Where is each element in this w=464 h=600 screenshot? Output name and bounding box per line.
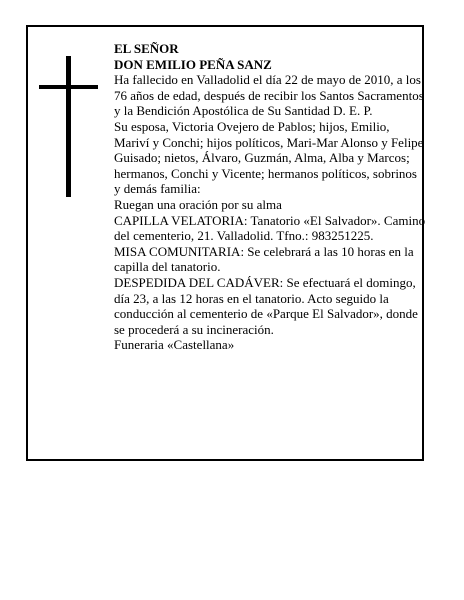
mass-info: MISA COMUNITARIA: Se celebrará a las 10 horas en la capilla del tanatorio. [114,243,414,275]
obituary-notice [26,25,424,461]
funeral-home: Funeraria «Castellana» [114,337,235,353]
notice-text [114,41,426,353]
cross-icon-crossbar [39,85,98,89]
deceased-name: DON EMILIO PEÑA SANZ [114,56,272,72]
chapel-info: CAPILLA VELATORIA: Tanatorio «El Salvador». Camino del cementerio, 21. Valladolid. Tfno.: 983251225. [114,212,426,244]
farewell-info: DESPEDIDA DEL CADÁVER: Se efectuará el domingo, día 23, a las 12 horas en el tanatorio. Acto seguido la conducción al cementerio de «Parque El Salvador», donde se procederá a su incineración. [114,274,418,337]
prayer-request: Ruegan una oración por su alma [114,196,282,212]
title-line-1: EL SEÑOR [114,41,179,56]
cross-icon [66,56,71,197]
family-list: Su esposa, Victoria Ovejero de Pablos; hijos, Emilio, Mariví y Conchi; hijos políticos, Mari-Mar Alonso y Felipe Guisado; nietos, Álvaro, Guzmán, Alma, Alba y Marcos; hermanos, Conchi y Vicente; hermanos políticos, sobrinos y demás familia: [114,118,424,197]
death-announcement: Ha fallecido en Valladolid el día 22 de mayo de 2010, a los 76 años de edad, después de recibir los Santos Sacramentos y la Bendición Apostólica de Su Santidad D. E. P. [114,72,424,119]
